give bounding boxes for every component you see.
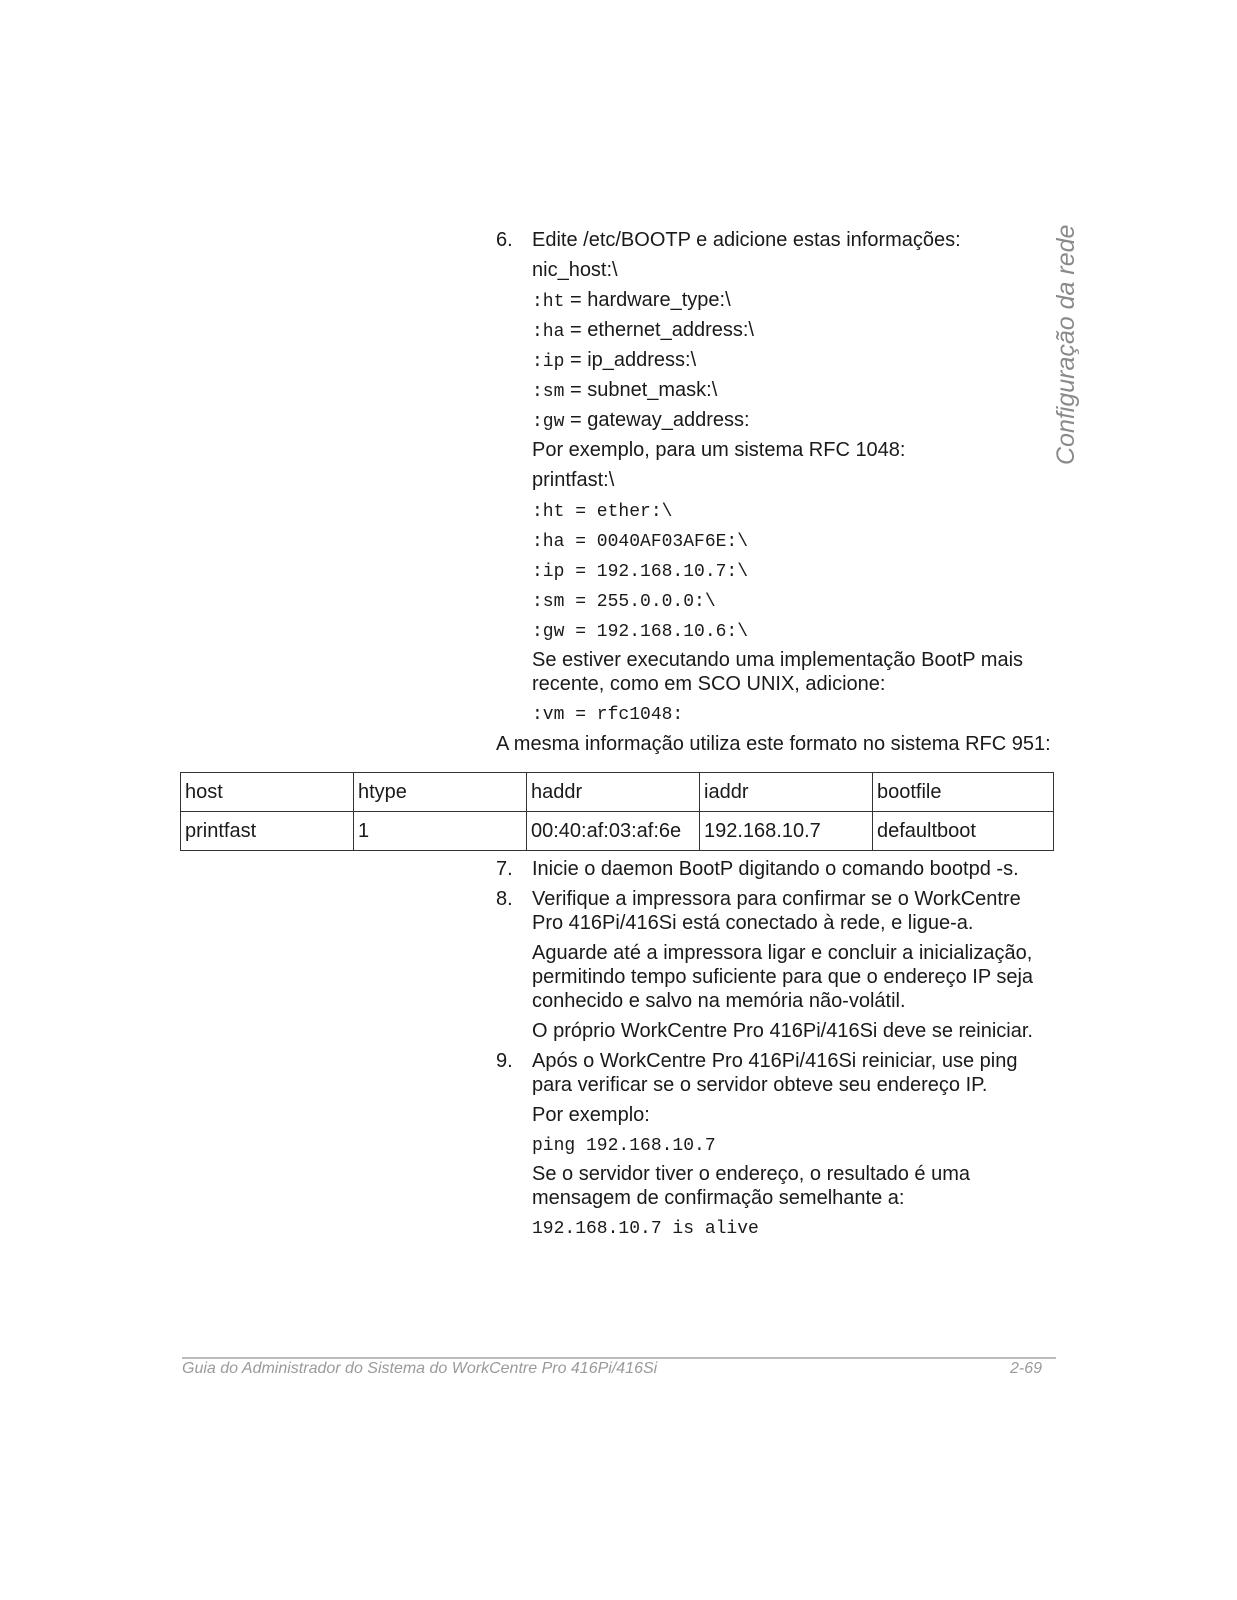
table-header-cell: htype [354, 773, 527, 812]
code-line-ha: :ha = 0040AF03AF6E:\ [532, 532, 749, 552]
field-code: :ht [532, 292, 565, 312]
step-8-number: 8. [496, 888, 513, 910]
bootp-field-ha [532, 318, 754, 344]
field-value: = subnet_mask:\ [569, 379, 718, 401]
field-code: :ha [532, 322, 565, 342]
step-6-text: Edite /etc/BOOTP e adicione estas informações: [532, 229, 961, 251]
code-line-sm: :sm = 255.0.0.0:\ [532, 592, 716, 612]
code-line-ip: :ip = 192.168.10.7:\ [532, 562, 749, 582]
ping-command: ping 192.168.10.7 [532, 1136, 716, 1156]
table-header-cell: iaddr [700, 773, 873, 812]
bootp-field-sm [532, 378, 717, 404]
restart-note: O próprio WorkCentre Pro 416Pi/416Si deve se reiniciar. [532, 1020, 1033, 1042]
table-header-cell: haddr [527, 773, 700, 812]
table-cell: 192.168.10.7 [700, 812, 873, 851]
step-7-text: Inicie o daemon BootP digitando o comando bootpd -s. [532, 858, 1019, 880]
table-header-row [181, 773, 1054, 812]
field-code: :ip [532, 352, 565, 372]
code-line-gw: :gw = 192.168.10.6:\ [532, 622, 749, 642]
bootp-field-gw [532, 408, 750, 434]
field-value: = hardware_type:\ [569, 289, 731, 311]
code-line-vm: :vm = rfc1048: [532, 705, 684, 725]
field-code: :gw [532, 412, 565, 432]
wait-note-line-3: conhecido e salvo na memória não-volátil. [532, 990, 906, 1012]
sco-note-line-2: recente, como em SCO UNIX, adicione: [532, 673, 886, 695]
wait-note-line-2: permitindo tempo suficiente para que o endereço IP seja [532, 966, 1034, 988]
result-line-2: mensagem de confirmação semelhante a: [532, 1187, 905, 1209]
field-value: = gateway_address: [569, 409, 750, 431]
page-number: 2-69 [1010, 1360, 1043, 1377]
step-9-line-2: para verificar se o servidor obteve seu endereço IP. [532, 1074, 988, 1096]
table-row [181, 812, 1054, 851]
alive-message: 192.168.10.7 is alive [532, 1219, 759, 1239]
rfc1048-example-host: printfast:\ [532, 469, 615, 491]
bootp-host-line: nic_host:\ [532, 259, 618, 281]
footer-title: Guia do Administrador do Sistema do WorkCentre Pro 416Pi/416Si [182, 1360, 658, 1377]
wait-note-line-1: Aguarde até a impressora ligar e concluir a inicialização, [532, 942, 1033, 964]
step-6-number: 6. [496, 229, 513, 251]
code-line-ht: :ht = ether:\ [532, 502, 673, 522]
table-cell: 1 [354, 812, 527, 851]
example-label: Por exemplo: [532, 1104, 650, 1126]
table-cell: printfast [181, 812, 354, 851]
sco-note-line-1: Se estiver executando uma implementação BootP mais [532, 649, 1024, 671]
field-code: :sm [532, 382, 565, 402]
step-8-line-2: Pro 416Pi/416Si está conectado à rede, e ligue-a. [532, 912, 974, 934]
field-value: = ip_address:\ [569, 349, 697, 371]
section-side-tab: Configuração da rede [1052, 224, 1080, 465]
field-value: = ethernet_address:\ [569, 319, 754, 341]
step-9-number: 9. [496, 1050, 513, 1072]
bootp-field-ht [532, 288, 731, 314]
result-line-1: Se o servidor tiver o endereço, o resultado é uma [532, 1163, 971, 1185]
table-cell: 00:40:af:03:af:6e [527, 812, 700, 851]
table-header-cell: bootfile [873, 773, 1054, 812]
step-9-line-1: Após o WorkCentre Pro 416Pi/416Si reiniciar, use ping [532, 1050, 1018, 1072]
step-8-line-1: Verifique a impressora para confirmar se o WorkCentre [532, 888, 1021, 910]
rfc951-intro: A mesma informação utiliza este formato no sistema RFC 951: [496, 733, 1051, 755]
rfc951-table [180, 772, 1054, 851]
footer-rule [182, 1357, 1056, 1359]
step-7-number: 7. [496, 858, 513, 880]
rfc1048-example-intro: Por exemplo, para um sistema RFC 1048: [532, 439, 906, 461]
table-header-cell: host [181, 773, 354, 812]
bootp-field-ip [532, 348, 696, 374]
table-cell: defaultboot [873, 812, 1054, 851]
